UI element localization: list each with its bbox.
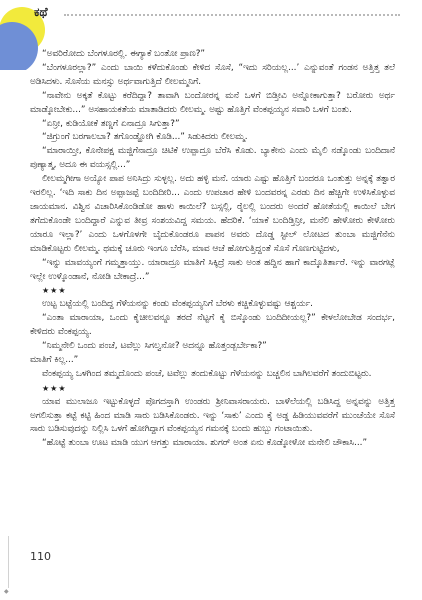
paragraph: “ಜಿಗ್ರುಂಗೆ ಬರಗಾಲಬಾ? ತಗೊಂಡ್ಹೋಗಿ ಕೊಡಿ...” ಸಿಡುಕಿದರು ಲೀಲಮ್ಮ. — [42, 132, 248, 143]
paragraph: “ಮಾರಾಯ್ತೀ, ಕೊನೇಪಕ್ಷ ಮಜ್ಜಿಗೆನಾದ್ರೂ ಚಿಟಿಕೆ ಉಪ್ಪಾದ್ರೂ ಬೆರೆಸಿ ಕೊಡು. ಬ್ಯಾಕೇನು ಎಂದು ಮೈಲಿ ನಡ್ಕೊಂಡು ಬಂದಿದಾನೆ ಪುಣ್ಯಾತ್ಮ, ಅದೂ ಈ ವಯಸ್ಸಲ್ಲಿ...” — [30, 146, 395, 171]
paragraph: “ಏನ್ರೀ, ಕುಡಿಯೋಕೆ ತಣ್ಣಗೆ ಏನಾದ್ರೂ ಸಿಗುತ್ತಾ?” — [42, 118, 180, 129]
paragraph: ಲೀಲಮ್ಮಗೀಗಾ ಅಯ್ಯೋ ಪಾಪ ಅನಿಸಿದ್ರು ಸುಳ್ಳಲ್ಲ. ಅದು ಹಳ್ಳಿ ಮನೆ. ಯಾರು ಎಷ್ಟು ಹೊತ್ತಿಗೆ ಬಂದರೂ ಒಂತುತ್ತು ಅನ್ನಕ್ಕೆ ತತ್ವಾರ ಇರಲಿಲ್ಲ. ‘ಇದಿ ಸಾಕು ದಿನ ಅಪ್ಪಾಜಪ್ಪೆ ಬಂದಿದೀರಿ... ಎಂದು ಉಪಚಾರ ಹೇಳಿ ಬಂದವರನ್ನ ಎರಡು ದಿನ ಹೆಚ್ಚಿಗೇ ಉಳಿಸಿಕೊಳ್ಳುವ ಜಾಯಮಾನ. ವಿಶ್ವಿನ ವಿಚಾರಿಸಿಕೊಂಡಿಡೋ ಹಾಳು ಕಾಯಿಲೆ? ಬಸ್ಸಲ್ಲಿ, ರೈಲಲ್ಲಿ ಬಂದರು ಅಂದರೆ ಹೋತೆಯಲ್ಲಿ ಕಾಯಿಲೆ ಬೇಗ ತಗೆದುಕೊಂಡೇ ಬಂದಿದ್ದಾರೆ ಎನ್ನುವ ತೀವ್ರ ಸಂಶಯವಿದ್ದ ಸಮಯ. ಹೆದರಿಕೆ. ‘ಯಾಕೆ ಬಂದಿಡ್ತಿನ್ರೀ, ಮನೆಲಿ ಹೇಳೋರು ಕೇಳೋರು ಯಾರೂ ಇಲ್ಲಾ?’ ಎಂದು ಒಳಗೊಳಗೇ ಬೈದುಕೊಂಡರೂ ಪಾಪನ ಅವರು ದೊಡ್ಡ ಸ್ಟೀಲ್ ಲೋಟದ ತುಂಬಾ ಮಜ್ಜಿಗೆನೆನು ಮಾಡಿಕೊಟ್ಟರು ಲೀಲಮ್ಮ. ಥಮಕ್ಕೆ ಚೂರು ಇಂಗೂ ಬೆರೆಸಿ, ಮಾವ ಆಚೆ ಹೋಗುತ್ತಿದ್ದಂತೆ ಸೊಸೆ ಗೊಣಗುಟ್ಟಿದಳು, — [30, 174, 395, 254]
paragraph: “ಹೊಟ್ಟೆ ತುಂಬಾ ಊಟ ಮಾಡಿ ಯುಗ ಆಗತ್ತು ಮಾರಾಯಾ. ಶುಗರ್ ಅಂತ ಏನು ಕೊಡ್ಕೋಳೋ ಮನೇಲಿ ಚೌಕಾಸಿ...” — [42, 438, 368, 449]
section-separator: ★★★ — [42, 383, 67, 393]
header-dotted-rule — [64, 14, 400, 16]
paragraph: ಯಾವ ಮುಲಾಜೂ ಇಟ್ಟುಕೊಳ್ಳದೆ ಪೊಗದಸ್ತಾಗಿ ಉಂಡರು ಶ್ರೀನಿವಾಸರಾಯರು. ಬಾಳೆಲೆಯಲ್ಲಿ ಬಡಿಸಿದ್ದ ಅನ್ನವನ್ನು ಅತ್ತಿತ್ತ ಅಗಲಿಸುತ್ತಾ ಕಟ್ಟೆ ಕಟ್ಟಿ ಹಿಂದ ಮಾಡಿ ಸಾರು ಬಡಿಸಿಕೊಂಡರು. ಇನ್ನು ‘ಸಾಕು’ ಎಂದು ಕೈ ಅಡ್ಡ ಹಿಡಿಯುವವರೆಗೆ ಮುಂಚೆಯೇ ಸೊಸೆ ಸಾರು ಬಡಿಸುವುದನ್ನು ನಿಲ್ಲಿಸಿ ಒಳಗೆ ಹೋಗಿದ್ದಾಗ ವೆಂಕಪ್ಪಯ್ಯನ ಗಮನಕ್ಕೆ ಬಂದು ಹುಬ್ಬು ಗಂಟಾಯಿತು. — [30, 396, 395, 435]
section-title: ಕಥೆ — [34, 5, 48, 19]
section-separator: ★★★ — [42, 286, 67, 296]
paragraph: “ನಿಮ್ಮನೇಲಿ ಒಂದು ಪಂಚೆ, ಟವೆಲ್ಲು ಸಿಗಲ್ವನೋ? ಅದನ್ನೂ ಹೊತ್ತಂಡ್ಬರ್ಬೇಕಾ?” — [42, 341, 267, 352]
article-body — [30, 48, 395, 540]
paragraph: “ಎಂತಾ ಮಾರಾಯಾ, ಒಂದು ಕೈಚೀಲವನ್ನೂ ತರದೆ ನೆಟ್ಟಗೆ ಕೈ ಬಿಸ್ಕೊಂಡು ಬಂದಿದೀಯಲ್ಲ?” ಕೇಳಲೋಬೇಡ ಸಂದರ್ಭ, ಕೇಳಿದರು ವೆಂಕಪ್ಪಯ್ಯ. — [30, 313, 395, 338]
paragraph: ಉಟ್ಟ ಬಟ್ಟೆಯಲ್ಲಿ ಬಂದಿದ್ದ ಗೆಳೆಯನನ್ನು ಕಂಡು ವೆಂಕಪ್ಪಯ್ಯನಿಗೆ ಬೆರಳು ಕಚ್ಚಿಕೊಳ್ಳುವಷ್ಟು ಆಶ್ಚರ್ಯ. — [42, 299, 313, 310]
paragraph: “ಇನ್ನು ಮಾವಯ್ಯಂಗೆ ಗಮ್ಮತ್ತಾಯ್ತು. ಯಾರಾದ್ರೂ ಮಾತಿಗೆ ಸಿಕ್ಕಿದ್ರೆ ಸಾಕು ಅಂತ ಹದ್ದಿನ ಹಾಗೆ ಕಾದ್ಕೊತಿರ್ತಾರೆ. ಇನ್ನು ವಾರಗಟ್ಲೆ ಇಲ್ಲೇ ಉಳ್ಕೊಂಡಾನೆ, ನೋಡಿ ಬೇಕಾದ್ರೆ...” — [30, 257, 395, 282]
paragraph: “ನಾವೇನು ಅಕ್ಕತೆ ಕೊಟ್ಟು ಕರೆದಿದ್ದಾ? ತಾವಾಗಿ ಬಂದೋರನ್ನ ಮನೆ ಒಳಗೆ ಬಿಡ್ತೀವಿ ಅನ್ನೋಕಾಗುತ್ತಾ? ಬರೋರು ಅರ್ಥ ಮಾಡ್ಕೋಬೇಕು...” ಅಸಹಾಯಕತೆಯ ಮಾತಾಡಿದರು ಲೀಲಮ್ಮ. ಅಷ್ಟು ಹೊತ್ತಿಗೆ ವೆಂಕಪ್ಪಯ್ಯನ ಸವಾರಿ ಒಳಗೆ ಬಂತು. — [30, 90, 395, 115]
page-number: 110 — [30, 550, 51, 563]
header-bar — [0, 0, 422, 38]
paragraph: “ಬೆಂಗಳೂರಲ್ಲಾ?” ಎಂದು ಬಾಯಿ ಕಳೆದುಕೊಂಡು ಕೇಳಿದ ಸೊಸೆ, “ಇದು ಸರಿಯಲ್ಲ...’ ಎನ್ನುವಂತೆ ಗಂಡನ ಅತ್ತಿತ್ತ ತಲೆ ಅಡಿಸಿದಳು. ಸೊಸೆಯ ಮನಸ್ಸು ಅರ್ಥವಾಗುತ್ತಿದೆ ಲೀಲಮ್ಮನಿಗೆ. — [30, 62, 395, 87]
paragraph: ವೆಂಕಪ್ಪಯ್ಯ ಒಳಗಿಂದ ತಮ್ಮದೊಂದು ಪಂಚೆ, ಟವೆಲ್ಲು ತಂದುಕೊಟ್ಟು ಗೆಳೆಯನನ್ನು ಬಚ್ಚಲಿನ ಬಾಗಿಲವರೆಗೆ ತಂದುಬಿಟ್ಟರು. — [42, 368, 372, 379]
paragraph: “ಅವರಿರೋದು ಬೆಂಗಳೂರಲ್ಲಿ. ಈಗ್ಯಾಕೆ ಬಂತೋ ಪ್ರಾಣ?” — [42, 49, 206, 59]
bottom-ornament: ◆ — [4, 588, 9, 595]
margin-rule — [8, 536, 9, 588]
paragraph: ಮಾತಿಗೆ ಕಿಲ್ಲ...” — [30, 354, 79, 365]
